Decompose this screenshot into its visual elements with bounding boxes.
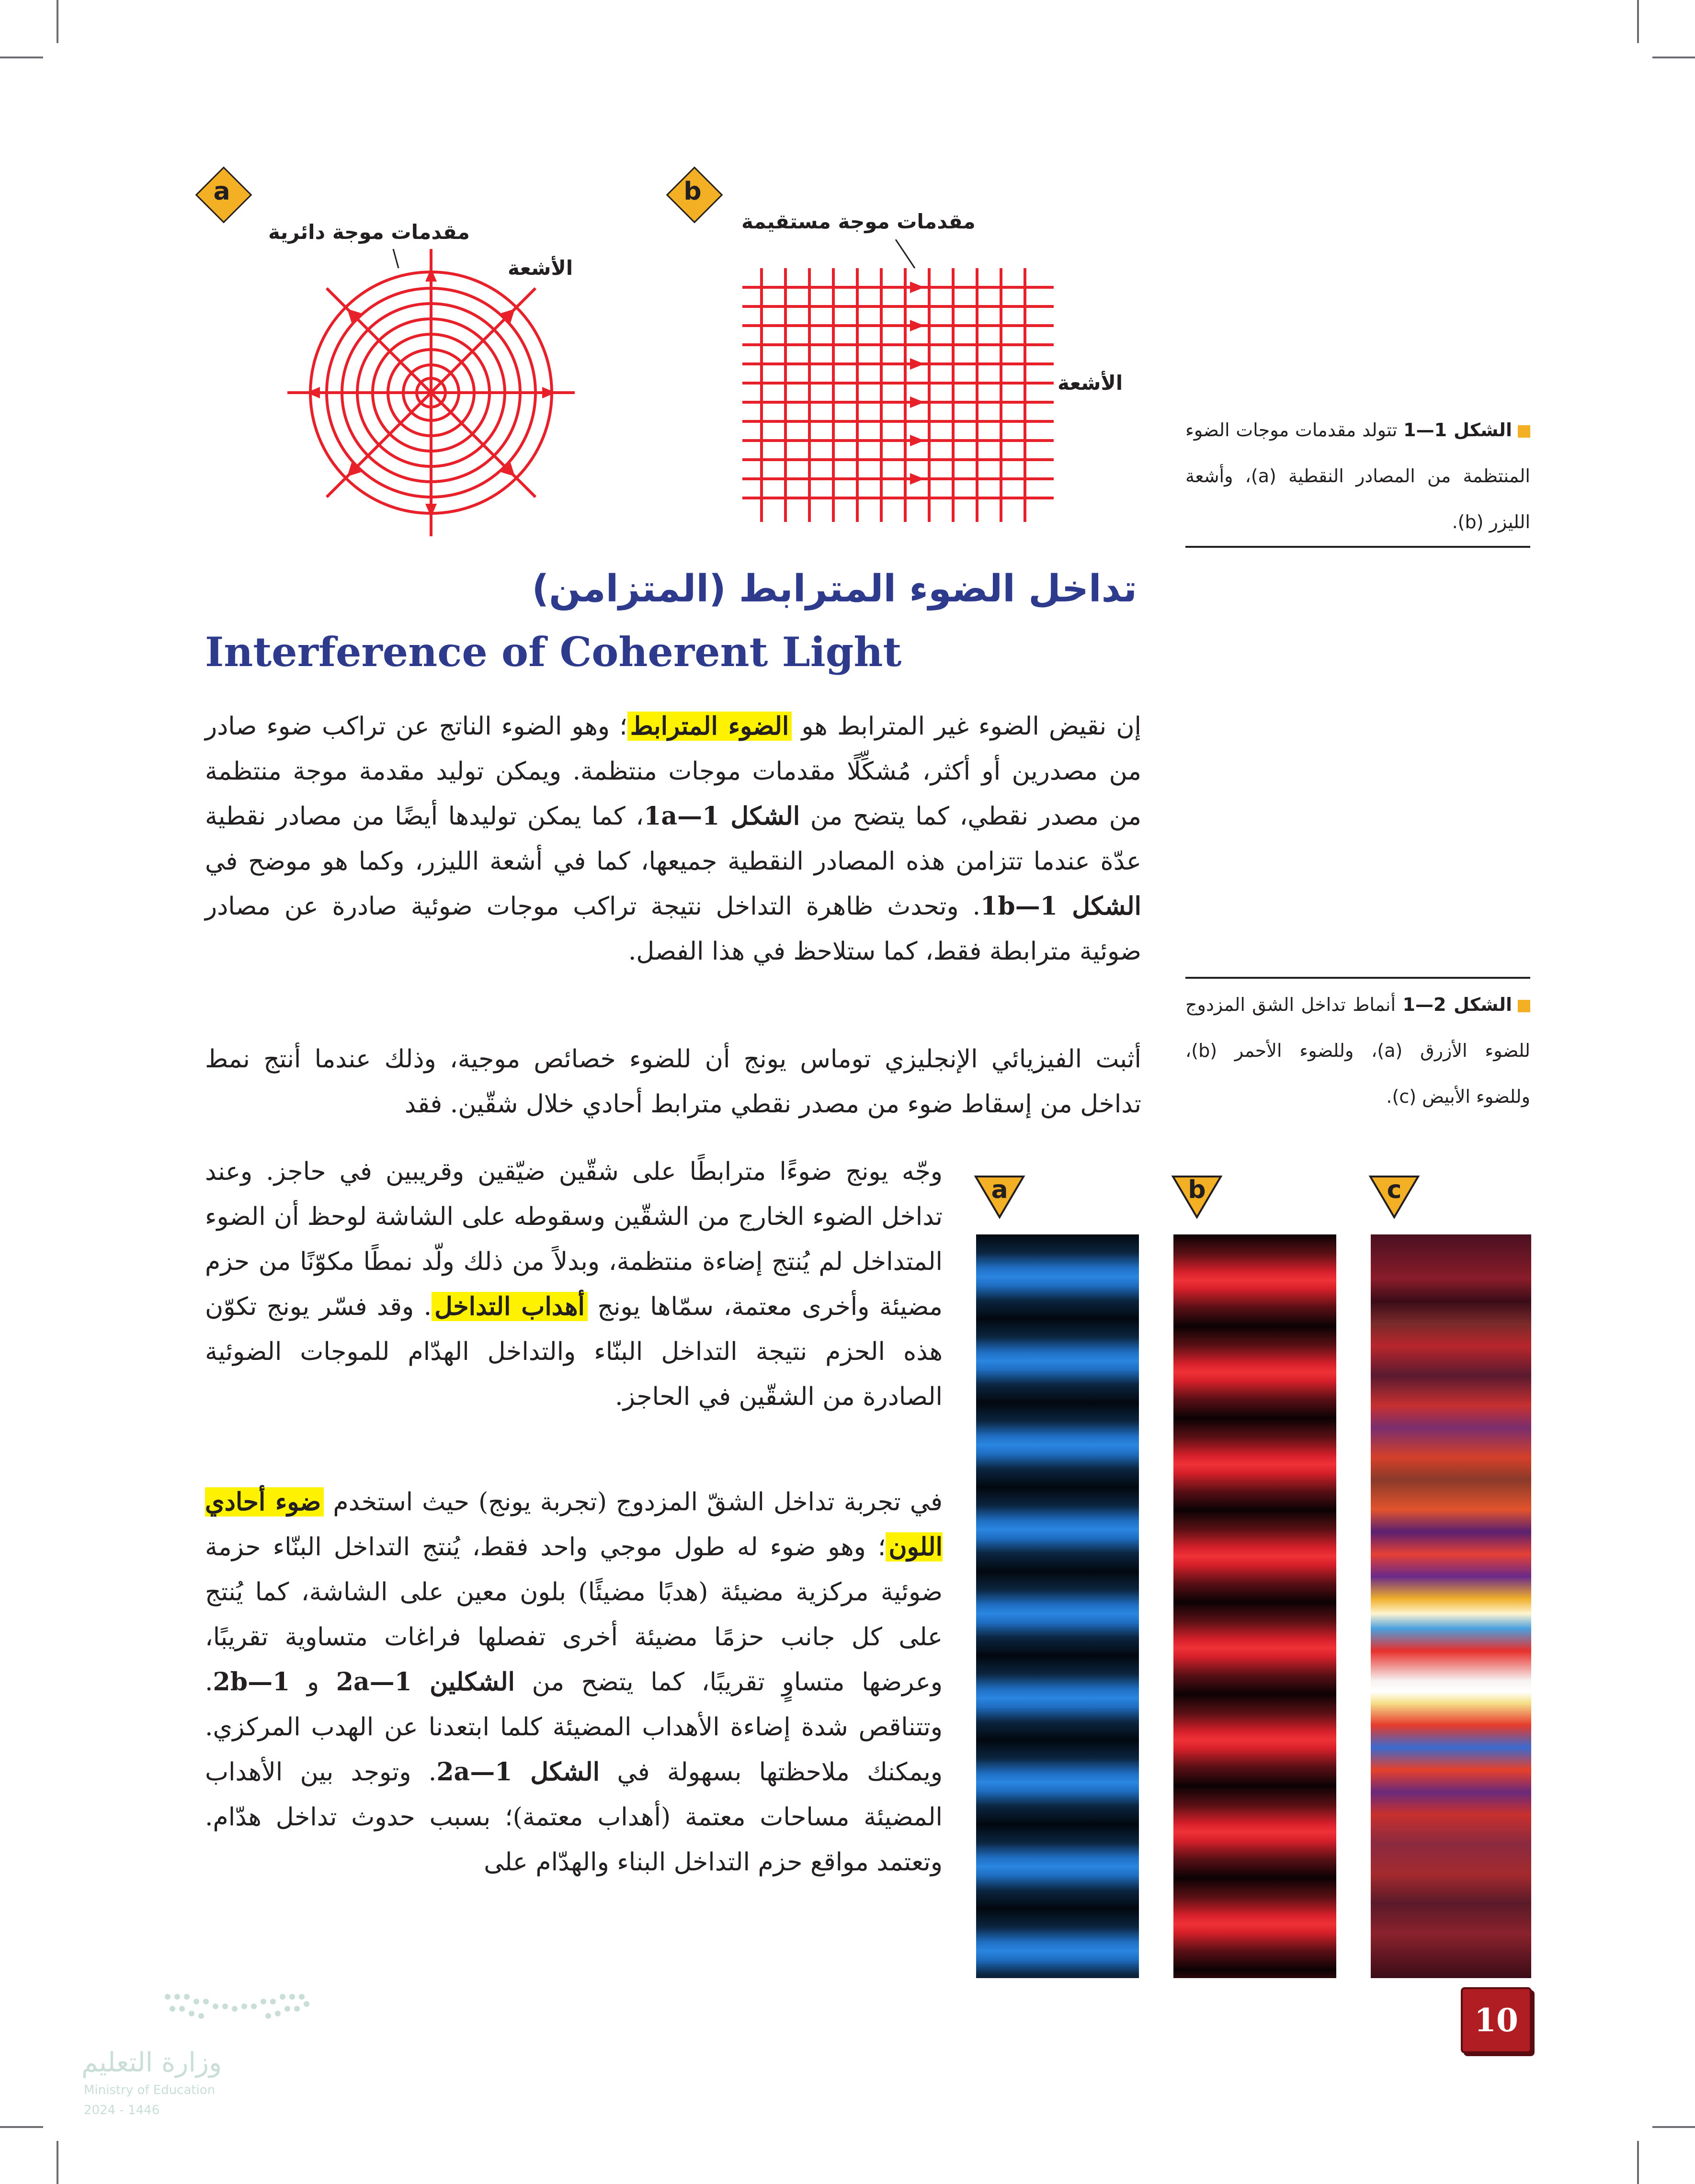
ministry-year: 2024 - 1446 — [84, 2103, 160, 2117]
ministry-logo-icon — [163, 1987, 316, 2030]
figure1-caption-text: تتولد مقدمات موجات الضوء المنتظمة من المصادر النقطية (a)، وأشعة الليزر (b). — [1185, 419, 1530, 532]
p3-text: ؛ وهو ضوء له طول موجي واحد فقط، يُنتج التداخل البنّاء حزمة ضوئية مركزية مضيئة (هدبًا مضيئًا) بلون معين على الشاشة، كما يُنتج على كل جانب حزمًا مضيئة أخرى تفصلها فراغات متساوية تقريبًا، وعرضها متساوٍ تقريبًا، كما يتضح من — [205, 1533, 943, 1697]
section-title-en: Interference of Coherent Light — [205, 628, 902, 676]
ref-figures-2a: الشكلين 2a—1 — [336, 1667, 515, 1697]
p3-text: و — [290, 1668, 336, 1697]
p3-text: . وتتناقص شدة إضاءة الأهداب المضيئة كلما ابتعدنا عن الهدب المركزي. ويمكنك ملاحظتها بسهولة في — [205, 1668, 943, 1787]
ref-figure-1b: الشكل 1b—1 — [980, 892, 1141, 921]
term-interference-fringes: أهداب التداخل — [432, 1292, 588, 1321]
caption-marker-icon — [1518, 425, 1530, 438]
crop-mark — [57, 2141, 58, 2184]
paragraph-2 — [205, 1149, 943, 1419]
figure1-caption-title: الشكل 1—1 — [1403, 419, 1512, 441]
p3-text: . وتوجد بين الأهداب المضيئة مساحات معتمة (أهداب معتمة)؛ بسبب حدوث تداخل هدّام. وتعتمد مواقع حزم التداخل البناء والهدّام على — [205, 1758, 943, 1877]
section-title-ar: تداخل الضوء المترابط (المتزامن) — [532, 567, 1137, 611]
p1-text: . وتحدث ظاهرة التداخل نتيجة تراكب موجات ضوئية صادرة عن مصادر ضوئية مترابطة فقط، كما ستلاحظ في هذا الفصل. — [205, 892, 1141, 966]
ref-figure-1a: الشكل 1a—1 — [644, 802, 800, 831]
crop-mark — [1637, 0, 1639, 43]
p1-text: ؛ وهو الضوء الناتج عن تراكب ضوء صادر من مصدرين أو أكثر، مُشكِّلًا مقدمات موجات منتظمة. ويمكن توليد مقدمة موجة منتظمة من مصدر نقطي، كما يتضح من — [205, 712, 1142, 831]
crop-mark — [1652, 2126, 1695, 2128]
circular-wavefront-diagram — [287, 249, 575, 536]
p2-text: . وقد فسّر يونج تكوّن هذه الحزم نتيجة التداخل البنّاء والتداخل الهدّام للموجات الضوئية الصادرة من الشقّين في الحاجز. — [205, 1292, 943, 1411]
ministry-name-en: Ministry of Education — [84, 2083, 216, 2097]
p2-text: وجّه يونج ضوءًا مترابطًا على شقّين ضيّقين وقريبين في حاجز. وعند تداخل الضوء الخارج من الشقّين وسقوطه على الشاشة لوحظ أن الضوء المتداخل لم يُنتج إضاءة منتظمة، وبدلاً من ذلك ولّد نمطًا مكوّنًا من حزم مضيئة وأخرى معتمة، سمّاها يونج — [205, 1157, 943, 1321]
label-rays-a: الأشعة — [508, 256, 573, 280]
badge-fig2-b-label: b — [1188, 1176, 1206, 1204]
term-coherent-light: الضوء المترابط — [627, 712, 792, 741]
paragraph-2-wide: أثبت الفيزيائي الإنجليزي توماس يونج أن للضوء خصائص موجية، وذلك عندما أنتج نمط تداخل من إسقاط ضوء من مصدر نقطي مترابط أحادي خلال شقّين. فقد — [205, 1045, 1141, 1119]
fringe-pattern-red — [1173, 1234, 1336, 1978]
p1-text: ، كما يمكن توليدها أيضًا من مصادر نقطية عدّة عندما تتزامن هذه المصادر النقطية جميعها، كما في أشعة الليزر، وكما هو موضح في — [205, 802, 1141, 876]
figure2-caption-text: أنماط تداخل الشق المزدوج للضوء الأزرق (a)، وللضوء الأحمر (b)، وللضوء الأبيض (c). — [1185, 994, 1530, 1107]
crop-mark — [57, 0, 58, 43]
label-rays-b: الأشعة — [1058, 371, 1123, 395]
crop-mark — [1652, 57, 1695, 58]
crop-mark — [0, 57, 43, 58]
term-monochromatic-light: ضوء أحادي اللون — [205, 1487, 943, 1562]
figure2-caption — [1185, 982, 1530, 1120]
figure2-caption-title: الشكل 2—1 — [1402, 994, 1512, 1015]
p3-text: في تجربة تداخل الشقّ المزدوج (تجربة يونج) حيث استخدم — [324, 1488, 943, 1516]
badge-fig2-c-label: c — [1387, 1176, 1402, 1204]
crop-mark — [1637, 2141, 1639, 2184]
label-straight-wavefronts: مقدمات موجة مستقيمة — [741, 210, 976, 233]
figure2-caption-rule — [1185, 977, 1530, 979]
fringe-pattern-blue — [976, 1234, 1139, 1978]
badge-fig2-a-label: a — [991, 1176, 1008, 1204]
fringe-pattern-white — [1371, 1234, 1531, 1978]
ref-figure-2a: الشكل 2a—1 — [436, 1757, 600, 1787]
figure1-caption-rule — [1185, 546, 1530, 548]
ref-figure-2b: 2b—1 — [213, 1667, 290, 1697]
straight-wavefront-diagram — [738, 239, 1082, 527]
p1-text: إن نقيض الضوء غير المترابط هو — [792, 712, 1142, 741]
caption-marker-icon — [1518, 1000, 1530, 1012]
paragraph-1 — [205, 704, 1141, 974]
crop-mark — [0, 2126, 43, 2128]
paragraph-3 — [205, 1480, 943, 1885]
ministry-name-ar: وزارة التعليم — [81, 2047, 222, 2078]
figure1-caption — [1185, 407, 1530, 545]
label-circular-wavefronts: مقدمات موجة دائرية — [268, 220, 470, 244]
page-number: 10 — [1461, 1987, 1532, 2053]
